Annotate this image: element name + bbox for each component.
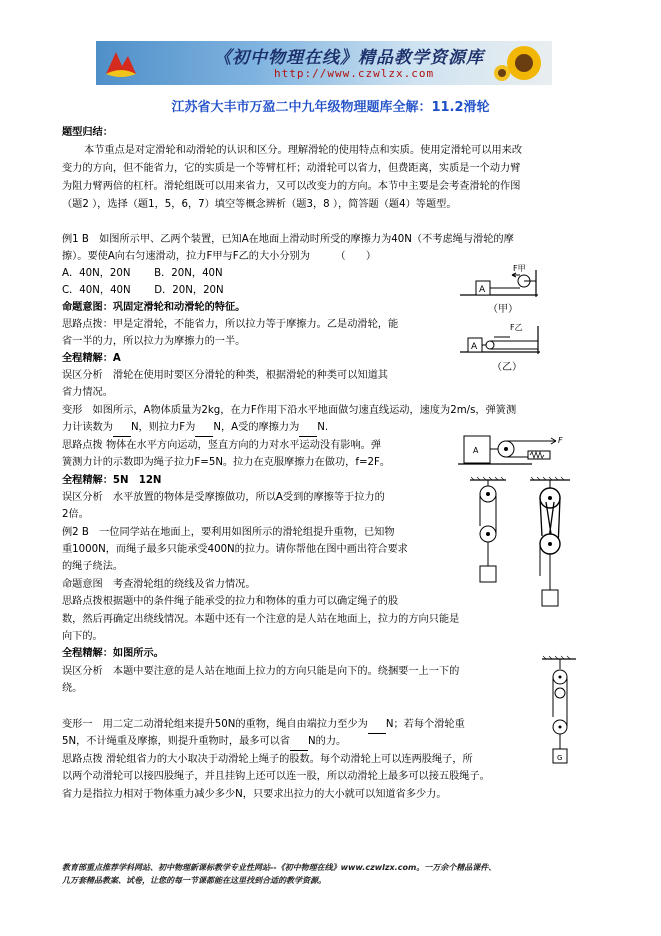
footer-line: 几万套精品教案、试卷，让您的每一节课都能在这里找到合适的教学资源。 bbox=[62, 876, 326, 885]
page-footer bbox=[62, 861, 622, 887]
text-line: 思路点拨：甲是定滑轮，不能省力，所以拉力等于摩擦力。乙是动滑轮，能 bbox=[62, 319, 399, 330]
figure-variant bbox=[458, 431, 578, 467]
fill-blank-line: 变形一 用二定二动滑轮组来提升50N的重物，绳自由端拉力至少为 N；若每个滑轮重 bbox=[62, 716, 465, 734]
text-line: 绕。 bbox=[62, 683, 83, 694]
text-line: 省力是指拉力相对于物体重力减少多少N，只要求出拉力的大小就可以知道省多少力。 bbox=[62, 789, 447, 800]
section-heading: 题型归结： bbox=[62, 127, 113, 138]
site-logo-icon bbox=[102, 44, 140, 82]
text-line: 向下的。 bbox=[62, 631, 103, 642]
text-line: 例1 B 如图所示甲、乙两个装置，已知A在地面上滑动时所受的摩擦力为40N（不考虑绳与滑轮的摩 bbox=[62, 234, 514, 245]
svg-text:A: A bbox=[471, 342, 478, 352]
document-title: 江苏省大丰市万盈二中九年级物理题库全解：11.2滑轮 bbox=[171, 100, 490, 115]
footer-line: 教育部重点推荐学科网站、初中物理新课标教学专业性网站--《初中物理在线》www.czwlzx.com。一万余个精品课件、 bbox=[62, 863, 497, 872]
svg-text:F乙: F乙 bbox=[510, 323, 523, 332]
svg-text:G: G bbox=[557, 754, 563, 762]
option-line: C．40N，40N D．20N，20N bbox=[62, 285, 224, 296]
text-line: 全程精解：A bbox=[62, 353, 121, 364]
svg-text:A: A bbox=[473, 446, 479, 455]
text-line: 思路点拨根据题中的条件绳子能承受的拉力和物体的重力可以确定绳子的股 bbox=[62, 596, 399, 607]
text-line: 省力情况。 bbox=[62, 387, 113, 398]
figure-jia bbox=[458, 262, 558, 317]
text-line: 省一半的力，所以拉力为摩擦力的一半。 bbox=[62, 336, 246, 347]
option-line: A．40N，20N B．20N，40N bbox=[62, 268, 223, 279]
answer-blank bbox=[290, 733, 308, 751]
svg-text:F: F bbox=[558, 436, 563, 445]
text-line: 2倍。 bbox=[62, 509, 89, 520]
text-line: 全程精解：5N 12N bbox=[62, 475, 162, 486]
banner-url[interactable]: http://www.czwlzx.com bbox=[274, 67, 435, 80]
text-line: 的绳子绕法。 bbox=[62, 561, 124, 572]
sunflower-icon bbox=[494, 43, 550, 83]
text-line: 变形 如图所示，A物体质量为2kg，在力F作用下沿水平地面做匀速直线运动，速度为2m/s，弹簧测 bbox=[62, 405, 517, 416]
text-line: 重1000N，而绳子最多只能承受400N的拉力。请你帮他在图中画出符合要求 bbox=[62, 544, 408, 555]
text-line: （题2 ），选择（题1，5，6，7）填空等概念辨析（题3，8 ），简答题（题4）等题型。 bbox=[62, 199, 457, 210]
text-line: 本节重点是对定滑轮和动滑轮的认识和区分。理解滑轮的使用特点和实质。使用定滑轮可以用来改 bbox=[84, 145, 523, 156]
text-line: 命题意图：巩固定滑轮和动滑轮的特征。 bbox=[62, 302, 246, 313]
answer-blank bbox=[368, 716, 386, 734]
text-line: 思路点拨 物体在水平方向运动，竖直方向的力对水平运动没有影响。弹 bbox=[62, 440, 382, 451]
text-line: 簧测力计的示数即为绳子拉力F=5N。拉力在克服摩擦力在做功，f=2F。 bbox=[62, 457, 391, 468]
text-line: 变力的方向，但不能省力，它的实质是一个等臂杠杆；动滑轮可以省力，但费距离，实质是一个动力臂 bbox=[62, 163, 521, 174]
answer-blank bbox=[299, 419, 317, 437]
text-line: 以两个动滑轮可以接四股绳子，并且挂钩上还可以连一股，所以动滑轮上最多可以接五股绳子。 bbox=[62, 771, 490, 782]
figure-pulley-group bbox=[468, 476, 578, 616]
svg-text:（甲）: （甲） bbox=[488, 304, 518, 315]
fill-blank-line: 5N，不计绳重及摩擦，则提升重物时，最多可以省 N的力。 bbox=[62, 733, 346, 751]
answer-blank bbox=[113, 419, 131, 437]
site-banner bbox=[96, 41, 552, 85]
svg-text:A: A bbox=[479, 285, 486, 295]
figure-pulley-g bbox=[540, 655, 580, 770]
text-line: 误区分析 滑轮在使用时要区分滑轮的种类，根据滑轮的种类可以知道其 bbox=[62, 370, 388, 381]
text-line: 例2 B 一位同学站在地面上，要利用如图所示的滑轮组提升重物，已知物 bbox=[62, 527, 395, 538]
text-line: 误区分析 本题中要注意的是人站在地面上拉力的方向只能是向下的。绕捆要一上一下的 bbox=[62, 666, 460, 677]
fill-blank-line: 力计读数为 N，则拉力F为 N，A受的摩擦力为 N. bbox=[62, 419, 328, 437]
text-line: 为阻力臂两倍的杠杆。滑轮组既可以用来省力，又可以改变力的方向。本节中主要是会考查滑轮的作图 bbox=[62, 181, 521, 192]
text-line: 全程精解：如图所示。 bbox=[62, 648, 164, 659]
text-line: 思路点拨 滑轮组省力的大小取决于动滑轮上绳子的股数。每个动滑轮上可以连两股绳子，所 bbox=[62, 754, 473, 765]
text-line: 误区分析 水平放置的物体是受摩擦做功，所以A受到的摩擦等于拉力的 bbox=[62, 492, 385, 503]
answer-blank bbox=[195, 419, 213, 437]
svg-text:F甲: F甲 bbox=[513, 264, 526, 273]
text-line: 数，然后再确定出绕线情况。本题中还有一个注意的是人站在地面上，拉力的方向只能是 bbox=[62, 614, 460, 625]
svg-text:（乙）: （乙） bbox=[492, 362, 522, 373]
text-line: 命题意图 考查滑轮组的绕线及省力情况。 bbox=[62, 579, 256, 590]
banner-title: 《初中物理在线》精品教学资源库 bbox=[214, 48, 484, 68]
figure-yi bbox=[458, 318, 558, 376]
text-line: 擦）。要使A向右匀速滑动，拉力F甲与F乙的大小分别为 （ ） bbox=[62, 251, 377, 262]
